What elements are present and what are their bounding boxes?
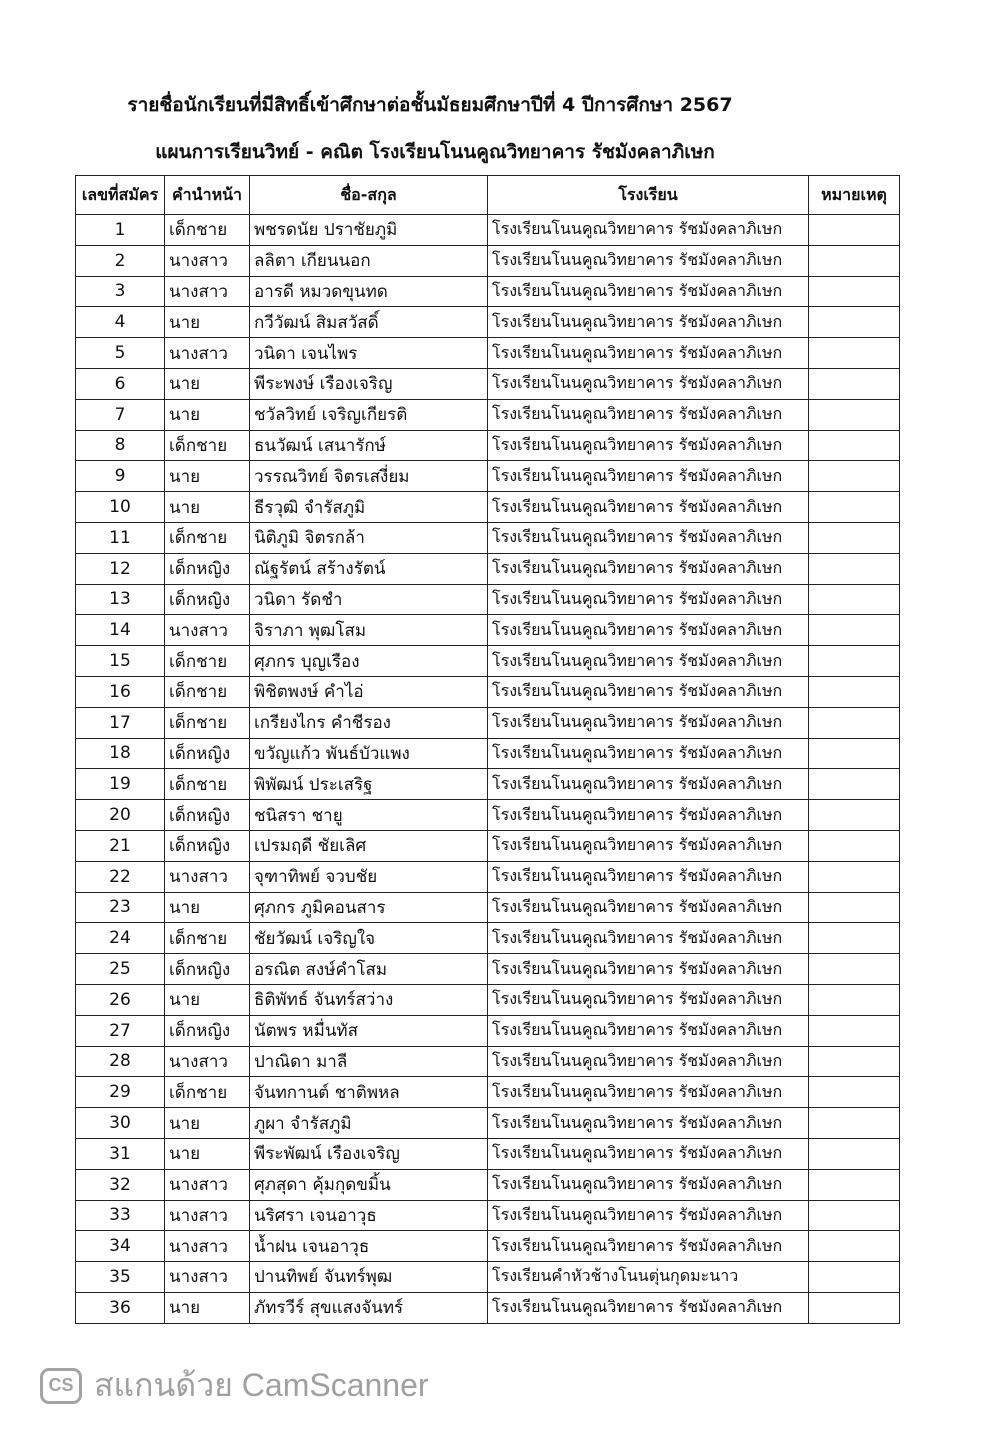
cell-note [809, 615, 900, 646]
cell-prefix: เด็กชาย [165, 923, 250, 954]
cell-prefix: นางสาว [165, 338, 250, 369]
table-row [76, 1046, 900, 1077]
watermark-text: สแกนด้วย CamScanner [94, 1367, 429, 1403]
table-row [76, 676, 900, 707]
cell-note [809, 1292, 900, 1323]
cell-note [809, 461, 900, 492]
cell-name: จุฑาทิพย์ จวบชัย [250, 861, 488, 892]
cell-name: ขวัญแก้ว พันธ์บัวแพง [250, 738, 488, 769]
cell-application-no: 29 [76, 1077, 165, 1108]
cell-prefix: เด็กหญิง [165, 584, 250, 615]
cell-note [809, 1077, 900, 1108]
cell-application-no: 12 [76, 553, 165, 584]
cell-school: โรงเรียนโนนคูณวิทยาคาร รัชมังคลาภิเษก [488, 522, 809, 553]
cell-prefix: เด็กชาย [165, 646, 250, 677]
table-row [76, 1200, 900, 1231]
cell-prefix: นางสาว [165, 1200, 250, 1231]
cell-name: ธนวัฒน์ เสนารักษ์ [250, 430, 488, 461]
table-row [76, 769, 900, 800]
cell-school: โรงเรียนโนนคูณวิทยาคาร รัชมังคลาภิเษก [488, 676, 809, 707]
cell-prefix: เด็กหญิง [165, 830, 250, 861]
cell-prefix: นาย [165, 307, 250, 338]
cell-application-no: 28 [76, 1046, 165, 1077]
cell-note [809, 1231, 900, 1262]
cell-note [809, 368, 900, 399]
cell-prefix: นาย [165, 399, 250, 430]
cell-application-no: 33 [76, 1200, 165, 1231]
col-header-prefix: คำนำหน้า [165, 176, 250, 215]
cell-application-no: 36 [76, 1292, 165, 1323]
table-row [76, 1108, 900, 1139]
cell-prefix: เด็กหญิง [165, 738, 250, 769]
cell-application-no: 10 [76, 492, 165, 523]
col-header-school: โรงเรียน [488, 176, 809, 215]
cell-name: ภัทรวีร์ สุขแสงจันทร์ [250, 1292, 488, 1323]
cell-application-no: 13 [76, 584, 165, 615]
table-row [76, 738, 900, 769]
table-row [76, 276, 900, 307]
cell-application-no: 21 [76, 830, 165, 861]
table-row [76, 646, 900, 677]
cell-school: โรงเรียนโนนคูณวิทยาคาร รัชมังคลาภิเษก [488, 430, 809, 461]
cell-school: โรงเรียนโนนคูณวิทยาคาร รัชมังคลาภิเษก [488, 1292, 809, 1323]
cell-school: โรงเรียนโนนคูณวิทยาคาร รัชมังคลาภิเษก [488, 492, 809, 523]
cell-name: วรรณวิทย์ จิตรเสงี่ยม [250, 461, 488, 492]
cell-prefix: เด็กชาย [165, 522, 250, 553]
cell-name: ปานทิพย์ จันทร์พุฒ [250, 1262, 488, 1293]
cell-application-no: 17 [76, 707, 165, 738]
cell-school: โรงเรียนโนนคูณวิทยาคาร รัชมังคลาภิเษก [488, 276, 809, 307]
cell-school: โรงเรียนโนนคูณวิทยาคาร รัชมังคลาภิเษก [488, 245, 809, 276]
cell-name: ชวัลวิทย์ เจริญเกียรติ [250, 399, 488, 430]
table-row [76, 615, 900, 646]
cell-prefix: เด็กชาย [165, 707, 250, 738]
table-row [76, 1231, 900, 1262]
cell-school: โรงเรียนคำหัวช้างโนนตุ่นกุดมะนาว [488, 1262, 809, 1293]
cell-name: กวีวัฒน์ สิมสวัสดิ์ [250, 307, 488, 338]
cell-note [809, 1200, 900, 1231]
cell-note [809, 584, 900, 615]
table-row [76, 707, 900, 738]
cell-prefix: เด็กชาย [165, 676, 250, 707]
cell-name: พิพัฒน์ ประเสริฐ [250, 769, 488, 800]
table-body [76, 215, 900, 1324]
cell-school: โรงเรียนโนนคูณวิทยาคาร รัชมังคลาภิเษก [488, 984, 809, 1015]
table-row [76, 430, 900, 461]
table-row [76, 954, 900, 985]
cell-application-no: 24 [76, 923, 165, 954]
cell-school: โรงเรียนโนนคูณวิทยาคาร รัชมังคลาภิเษก [488, 1015, 809, 1046]
cell-application-no: 11 [76, 522, 165, 553]
document-subtitle: แผนการเรียนวิทย์ - คณิต โรงเรียนโนนคูณวิทยาคาร รัชมังคลาภิเษก [155, 141, 715, 163]
cell-note [809, 1108, 900, 1139]
cell-name: อารดี หมวดขุนทด [250, 276, 488, 307]
cell-prefix: เด็กหญิง [165, 1015, 250, 1046]
cell-school: โรงเรียนโนนคูณวิทยาคาร รัชมังคลาภิเษก [488, 954, 809, 985]
cell-note [809, 553, 900, 584]
cell-name: ชัยวัฒน์ เจริญใจ [250, 923, 488, 954]
cell-name: วนิดา เจนไพร [250, 338, 488, 369]
cell-school: โรงเรียนโนนคูณวิทยาคาร รัชมังคลาภิเษก [488, 615, 809, 646]
cell-note [809, 676, 900, 707]
table-row [76, 215, 900, 246]
cell-application-no: 20 [76, 800, 165, 831]
camscanner-watermark [40, 1360, 429, 1411]
cell-school: โรงเรียนโนนคูณวิทยาคาร รัชมังคลาภิเษก [488, 892, 809, 923]
table-row [76, 892, 900, 923]
cell-prefix: นางสาว [165, 1262, 250, 1293]
cell-application-no: 34 [76, 1231, 165, 1262]
cell-note [809, 245, 900, 276]
cell-prefix: นางสาว [165, 861, 250, 892]
cell-school: โรงเรียนโนนคูณวิทยาคาร รัชมังคลาภิเษก [488, 861, 809, 892]
cell-school: โรงเรียนโนนคูณวิทยาคาร รัชมังคลาภิเษก [488, 707, 809, 738]
cell-application-no: 22 [76, 861, 165, 892]
cell-prefix: นาย [165, 492, 250, 523]
cell-note [809, 522, 900, 553]
table-row [76, 368, 900, 399]
cell-name: ศุภกร บุญเรือง [250, 646, 488, 677]
cell-note [809, 830, 900, 861]
table-row [76, 492, 900, 523]
cell-application-no: 25 [76, 954, 165, 985]
cell-school: โรงเรียนโนนคูณวิทยาคาร รัชมังคลาภิเษก [488, 1231, 809, 1262]
cell-application-no: 23 [76, 892, 165, 923]
cell-name: ธิติพัทธ์ จันทร์สว่าง [250, 984, 488, 1015]
cell-note [809, 276, 900, 307]
table-row [76, 245, 900, 276]
cell-note [809, 646, 900, 677]
table-header-row [76, 176, 900, 215]
cell-application-no: 1 [76, 215, 165, 246]
cell-prefix: นาย [165, 984, 250, 1015]
cell-school: โรงเรียนโนนคูณวิทยาคาร รัชมังคลาภิเษก [488, 738, 809, 769]
cell-application-no: 30 [76, 1108, 165, 1139]
cell-name: ภูผา จำรัสภูมิ [250, 1108, 488, 1139]
cell-application-no: 26 [76, 984, 165, 1015]
cell-prefix: นาย [165, 1138, 250, 1169]
cell-application-no: 15 [76, 646, 165, 677]
student-roster-table [75, 175, 900, 1324]
cell-application-no: 2 [76, 245, 165, 276]
document-title: รายชื่อนักเรียนที่มีสิทธิ์เข้าศึกษาต่อชั้นมัธยมศึกษาปีที่ 4 ปีการศึกษา 2567 [127, 94, 733, 116]
cell-prefix: นาย [165, 368, 250, 399]
cell-school: โรงเรียนโนนคูณวิทยาคาร รัชมังคลาภิเษก [488, 800, 809, 831]
cell-note [809, 1138, 900, 1169]
cell-application-no: 27 [76, 1015, 165, 1046]
cell-name: เกรียงไกร คำชีรอง [250, 707, 488, 738]
cell-school: โรงเรียนโนนคูณวิทยาคาร รัชมังคลาภิเษก [488, 646, 809, 677]
table-row [76, 1262, 900, 1293]
table-row [76, 522, 900, 553]
cell-school: โรงเรียนโนนคูณวิทยาคาร รัชมังคลาภิเษก [488, 338, 809, 369]
cell-application-no: 18 [76, 738, 165, 769]
cell-note [809, 307, 900, 338]
cell-note [809, 923, 900, 954]
cell-note [809, 430, 900, 461]
cell-school: โรงเรียนโนนคูณวิทยาคาร รัชมังคลาภิเษก [488, 368, 809, 399]
table-row [76, 1138, 900, 1169]
cell-prefix: เด็กหญิง [165, 553, 250, 584]
cell-application-no: 6 [76, 368, 165, 399]
cell-school: โรงเรียนโนนคูณวิทยาคาร รัชมังคลาภิเษก [488, 1046, 809, 1077]
cell-name: ศุภสุดา คุ้มกุดขมิ้น [250, 1169, 488, 1200]
cell-note [809, 954, 900, 985]
cell-note [809, 1046, 900, 1077]
cell-school: โรงเรียนโนนคูณวิทยาคาร รัชมังคลาภิเษก [488, 1169, 809, 1200]
cell-school: โรงเรียนโนนคูณวิทยาคาร รัชมังคลาภิเษก [488, 1200, 809, 1231]
cell-note [809, 892, 900, 923]
cell-prefix: นาย [165, 1292, 250, 1323]
cell-name: วนิดา รัดชำ [250, 584, 488, 615]
cell-school: โรงเรียนโนนคูณวิทยาคาร รัชมังคลาภิเษก [488, 769, 809, 800]
cell-school: โรงเรียนโนนคูณวิทยาคาร รัชมังคลาภิเษก [488, 215, 809, 246]
cell-prefix: นางสาว [165, 245, 250, 276]
cell-school: โรงเรียนโนนคูณวิทยาคาร รัชมังคลาภิเษก [488, 461, 809, 492]
cell-prefix: นาย [165, 1108, 250, 1139]
cell-application-no: 31 [76, 1138, 165, 1169]
cell-note [809, 1015, 900, 1046]
cell-prefix: นางสาว [165, 1046, 250, 1077]
cell-note [809, 707, 900, 738]
cell-school: โรงเรียนโนนคูณวิทยาคาร รัชมังคลาภิเษก [488, 1108, 809, 1139]
cell-school: โรงเรียนโนนคูณวิทยาคาร รัชมังคลาภิเษก [488, 830, 809, 861]
cell-name: พิชิตพงษ์ คำไอ่ [250, 676, 488, 707]
table-row [76, 1015, 900, 1046]
cell-note [809, 738, 900, 769]
cell-note [809, 338, 900, 369]
col-header-name: ชื่อ-สกุล [250, 176, 488, 215]
cell-note [809, 492, 900, 523]
cell-application-no: 3 [76, 276, 165, 307]
cell-prefix: เด็กชาย [165, 215, 250, 246]
cell-name: เปรมฤดี ชัยเลิศ [250, 830, 488, 861]
cell-prefix: เด็กชาย [165, 430, 250, 461]
camscanner-logo-icon: CS [40, 1368, 82, 1404]
cell-school: โรงเรียนโนนคูณวิทยาคาร รัชมังคลาภิเษก [488, 399, 809, 430]
cell-prefix: นางสาว [165, 276, 250, 307]
cell-prefix: นางสาว [165, 1169, 250, 1200]
cell-name: พีระพัฒน์ เรืองเจริญ [250, 1138, 488, 1169]
cell-application-no: 16 [76, 676, 165, 707]
cell-name: ณัฐรัตน์ สร้างรัตน์ [250, 553, 488, 584]
cell-application-no: 7 [76, 399, 165, 430]
cell-note [809, 399, 900, 430]
cell-name: ลลิตา เกียนนอก [250, 245, 488, 276]
cell-school: โรงเรียนโนนคูณวิทยาคาร รัชมังคลาภิเษก [488, 1077, 809, 1108]
table-row [76, 307, 900, 338]
cell-name: นริศรา เจนอาวุธ [250, 1200, 488, 1231]
cell-note [809, 1262, 900, 1293]
cell-application-no: 19 [76, 769, 165, 800]
table-row [76, 338, 900, 369]
table-row [76, 584, 900, 615]
table-row [76, 399, 900, 430]
table-row [76, 830, 900, 861]
cell-application-no: 4 [76, 307, 165, 338]
table-row [76, 553, 900, 584]
cell-note [809, 984, 900, 1015]
col-header-note: หมายเหตุ [809, 176, 900, 215]
cell-application-no: 8 [76, 430, 165, 461]
cell-prefix: เด็กหญิง [165, 800, 250, 831]
cell-prefix: นาย [165, 892, 250, 923]
cell-prefix: เด็กชาย [165, 769, 250, 800]
cell-school: โรงเรียนโนนคูณวิทยาคาร รัชมังคลาภิเษก [488, 553, 809, 584]
table-row [76, 1292, 900, 1323]
table-row [76, 1169, 900, 1200]
cell-note [809, 769, 900, 800]
cell-note [809, 1169, 900, 1200]
cell-application-no: 5 [76, 338, 165, 369]
table-row [76, 923, 900, 954]
cell-name: ธีรวุฒิ จำรัสภูมิ [250, 492, 488, 523]
cell-note [809, 861, 900, 892]
table-row [76, 861, 900, 892]
cell-note [809, 215, 900, 246]
cell-name: ชนิสรา ชายู [250, 800, 488, 831]
cell-application-no: 14 [76, 615, 165, 646]
cell-name: จันทกานต์ ชาติพหล [250, 1077, 488, 1108]
cell-application-no: 35 [76, 1262, 165, 1293]
cell-school: โรงเรียนโนนคูณวิทยาคาร รัชมังคลาภิเษก [488, 307, 809, 338]
cell-name: นัตพร หมื่นทัส [250, 1015, 488, 1046]
cell-name: อรณิต สงษ์คำโสม [250, 954, 488, 985]
cell-school: โรงเรียนโนนคูณวิทยาคาร รัชมังคลาภิเษก [488, 923, 809, 954]
table-row [76, 461, 900, 492]
cell-prefix: นางสาว [165, 1231, 250, 1262]
cell-name: พชรดนัย ปราชัยภูมิ [250, 215, 488, 246]
cell-name: จิราภา พุฒโสม [250, 615, 488, 646]
cell-prefix: เด็กชาย [165, 1077, 250, 1108]
cell-name: ปาณิดา มาลี [250, 1046, 488, 1077]
cell-name: ศุภกร ภูมิคอนสาร [250, 892, 488, 923]
cell-application-no: 9 [76, 461, 165, 492]
cell-prefix: นางสาว [165, 615, 250, 646]
cell-prefix: เด็กหญิง [165, 954, 250, 985]
col-header-application-no: เลขที่สมัคร [76, 176, 165, 215]
cell-prefix: นาย [165, 461, 250, 492]
cell-school: โรงเรียนโนนคูณวิทยาคาร รัชมังคลาภิเษก [488, 584, 809, 615]
cell-name: น้ำฝน เจนอาวุธ [250, 1231, 488, 1262]
cell-name: นิติภูมิ จิตรกล้า [250, 522, 488, 553]
cell-school: โรงเรียนโนนคูณวิทยาคาร รัชมังคลาภิเษก [488, 1138, 809, 1169]
cell-note [809, 800, 900, 831]
table-row [76, 1077, 900, 1108]
cell-application-no: 32 [76, 1169, 165, 1200]
table-row [76, 984, 900, 1015]
table-row [76, 800, 900, 831]
cell-name: พีระพงษ์ เรืองเจริญ [250, 368, 488, 399]
